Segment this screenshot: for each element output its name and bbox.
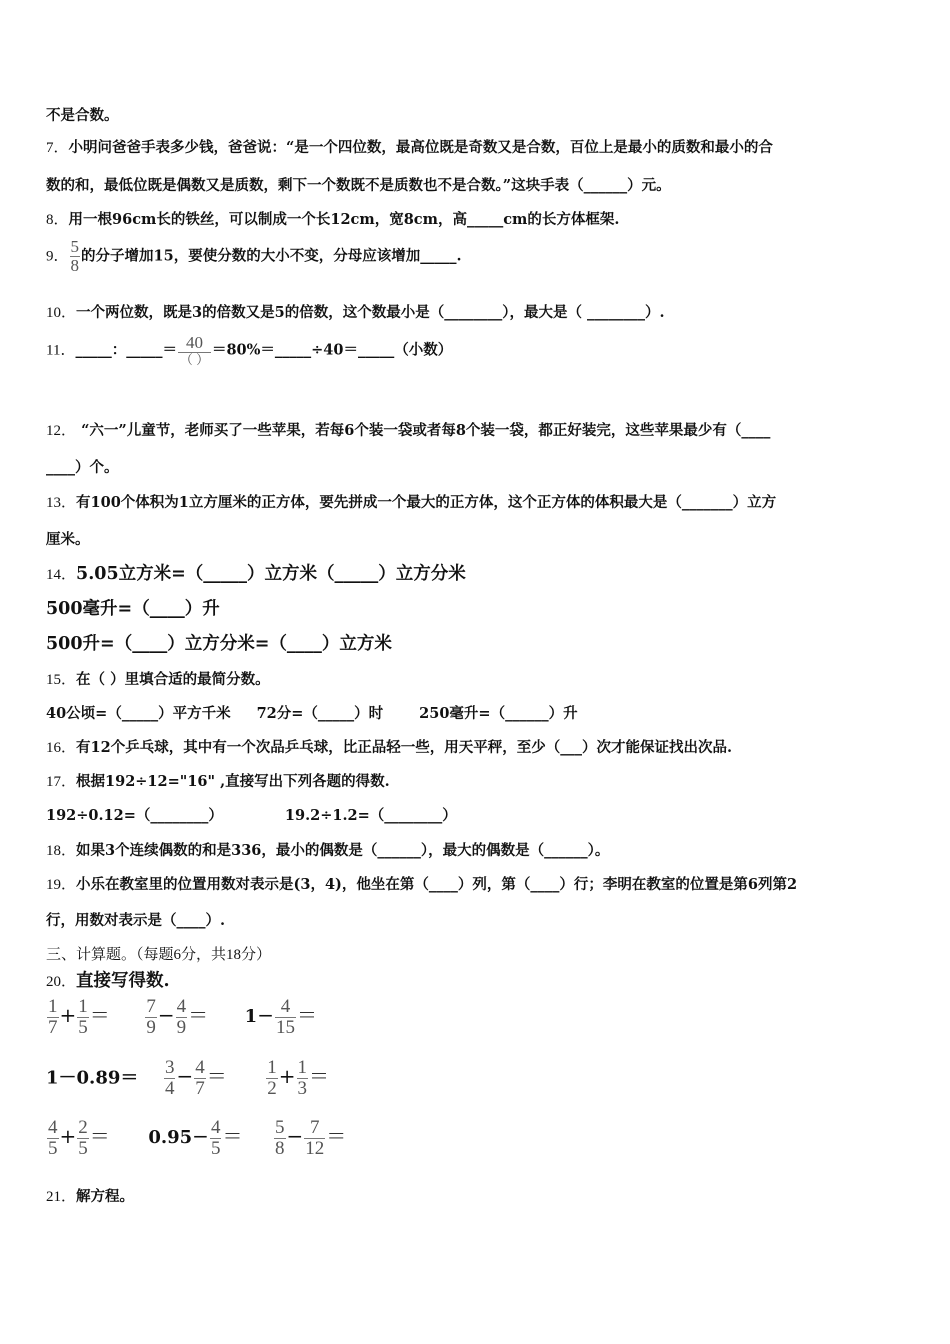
fraction: $\frac{4}{9}$ [176,996,187,1038]
fraction: $\frac{7}{9}$ [146,996,156,1038]
question-20: 20．直接写得数. [46,971,170,991]
question-8: 8．用一根96cm长的铁丝，可以制成一个长12cm，宽8cm，高_____cm的长方体框架. [46,211,620,228]
question-15-line-1: 15．在（ ）里填合适的最简分数。 [46,671,270,688]
question-21: 21．解方程。 [46,1188,135,1205]
fraction: $\frac{4}{5}$ [48,1117,58,1159]
question-19-line-1: 19．小乐在教室里的位置用数对表示是(3，4)，他坐在第（____）列，第（____）行；李明在教室的位置是第6列第2 [46,876,798,893]
fraction: $\frac{1}{7}$ [48,996,58,1038]
question-13-line-2: 厘米。 [46,531,90,548]
fraction: $\frac{4}{5}$ [210,1117,221,1159]
question-16: 16．有12个乒乓球，其中有一个次品乒乓球，比正品轻一些，用天平秤，至少（___）次才能保证找出次品. [46,739,732,756]
fraction: $\frac{4}{15}$ [275,996,295,1038]
fraction: $\frac{1}{5}$ [78,996,88,1038]
question-18: 18．如果3个连续偶数的和是336，最小的偶数是（______），最大的偶数是（______）。 [46,842,610,859]
section-3-heading: 三、计算题。（每题6分，共18分） [46,947,272,963]
question-12-line-2: ____）个。 [46,459,119,476]
fraction: $\frac{4}{7}$ [195,1057,205,1099]
question-12-line-1: 12． “六一”儿童节，老师买了一些苹果，若每6个装一袋或者每8个装一袋，都正好装完，这些苹果最少有（____ [46,422,771,439]
fraction: $\frac{1}{3}$ [297,1057,308,1099]
calc-item: $\frac{1}{7}$ + $\frac{1}{5}$ ＝ [48,996,110,1038]
fraction: $\frac{5}{8}$ [70,237,80,275]
question-17-line-1: 17．根据192÷12="16" ,直接写出下列各题的得数. [46,773,390,790]
fraction: $\frac{1}{2}$ [267,1057,277,1099]
calc-item: $\frac{5}{8}$ − $\frac{7}{12}$ ＝ [275,1117,347,1159]
question-9: 9． $\frac{5}{8}$ 的分子增加15，要使分数的大小不变，分母应该增加_____. [46,237,462,275]
question-14-line-1: 14．5.05立方米=（_____）立方米（_____）立方分米 [46,564,466,584]
fraction: $\frac{7}{12}$ [305,1117,325,1159]
calc-row-3 [46,1118,346,1159]
question-17-line-2: 192÷0.12=（________） 19.2÷1.2=（________） [46,807,457,824]
question-19-line-2: 行，用数对表示是（____）. [46,912,226,929]
calc-item: $\frac{4}{5}$ + $\frac{2}{5}$ ＝ [48,1117,110,1159]
fraction: $\frac{3}{4}$ [164,1057,175,1099]
calc-item: $\frac{7}{9}$ − $\frac{4}{9}$ ＝ [146,996,209,1038]
question-11: 11．_____：_____＝ $\frac{40}{( )}$ ＝80%＝_____÷40＝_____（小数） [46,333,453,367]
question-10: 10．一个两位数，既是3的倍数又是5的倍数，这个数最小是（________），最大是（ ________）. [46,304,665,321]
fraction: $\frac{2}{5}$ [78,1117,88,1159]
fraction: $\frac{40}{( )}$ [179,333,210,367]
calc-row-1 [46,997,317,1038]
calc-item: 1− $\frac{4}{15}$ ＝ [244,996,317,1038]
calc-item: $\frac{3}{4}$ − $\frac{4}{7}$ ＝ [164,1057,227,1099]
question-13-line-1: 13．有100个体积为1立方厘米的正方体，要先拼成一个最大的正方体，这个正方体的体积最大是（_______）立方 [46,494,777,511]
calc-item: $\frac{1}{2}$ + $\frac{1}{3}$ ＝ [267,1057,330,1099]
fraction: $\frac{5}{8}$ [275,1117,285,1159]
calc-item: 0.95− $\frac{4}{5}$ ＝ [148,1117,243,1159]
calc-row-2 [46,1058,329,1099]
line-continuation: 不是合数。 [46,107,119,124]
question-14-line-2: 500毫升=（____）升 [46,599,220,619]
calc-item: 1－0.89＝ [46,1067,139,1089]
question-15-line-2: 40公顷=（_____）平方千米 72分=（_____）时 250毫升=（______）升 [46,705,578,722]
question-7-line-2: 数的和，最低位既是偶数又是质数，剩下一个数既不是质数也不是合数。”这块手表（______）元。 [46,177,671,194]
question-14-line-3: 500升=（____）立方分米=（____）立方米 [46,634,392,654]
question-7-line-1: 7．小明问爸爸手表多少钱，爸爸说：“是一个四位数，最高位既是奇数又是合数，百位上是最小的质数和最小的合 [46,139,773,156]
